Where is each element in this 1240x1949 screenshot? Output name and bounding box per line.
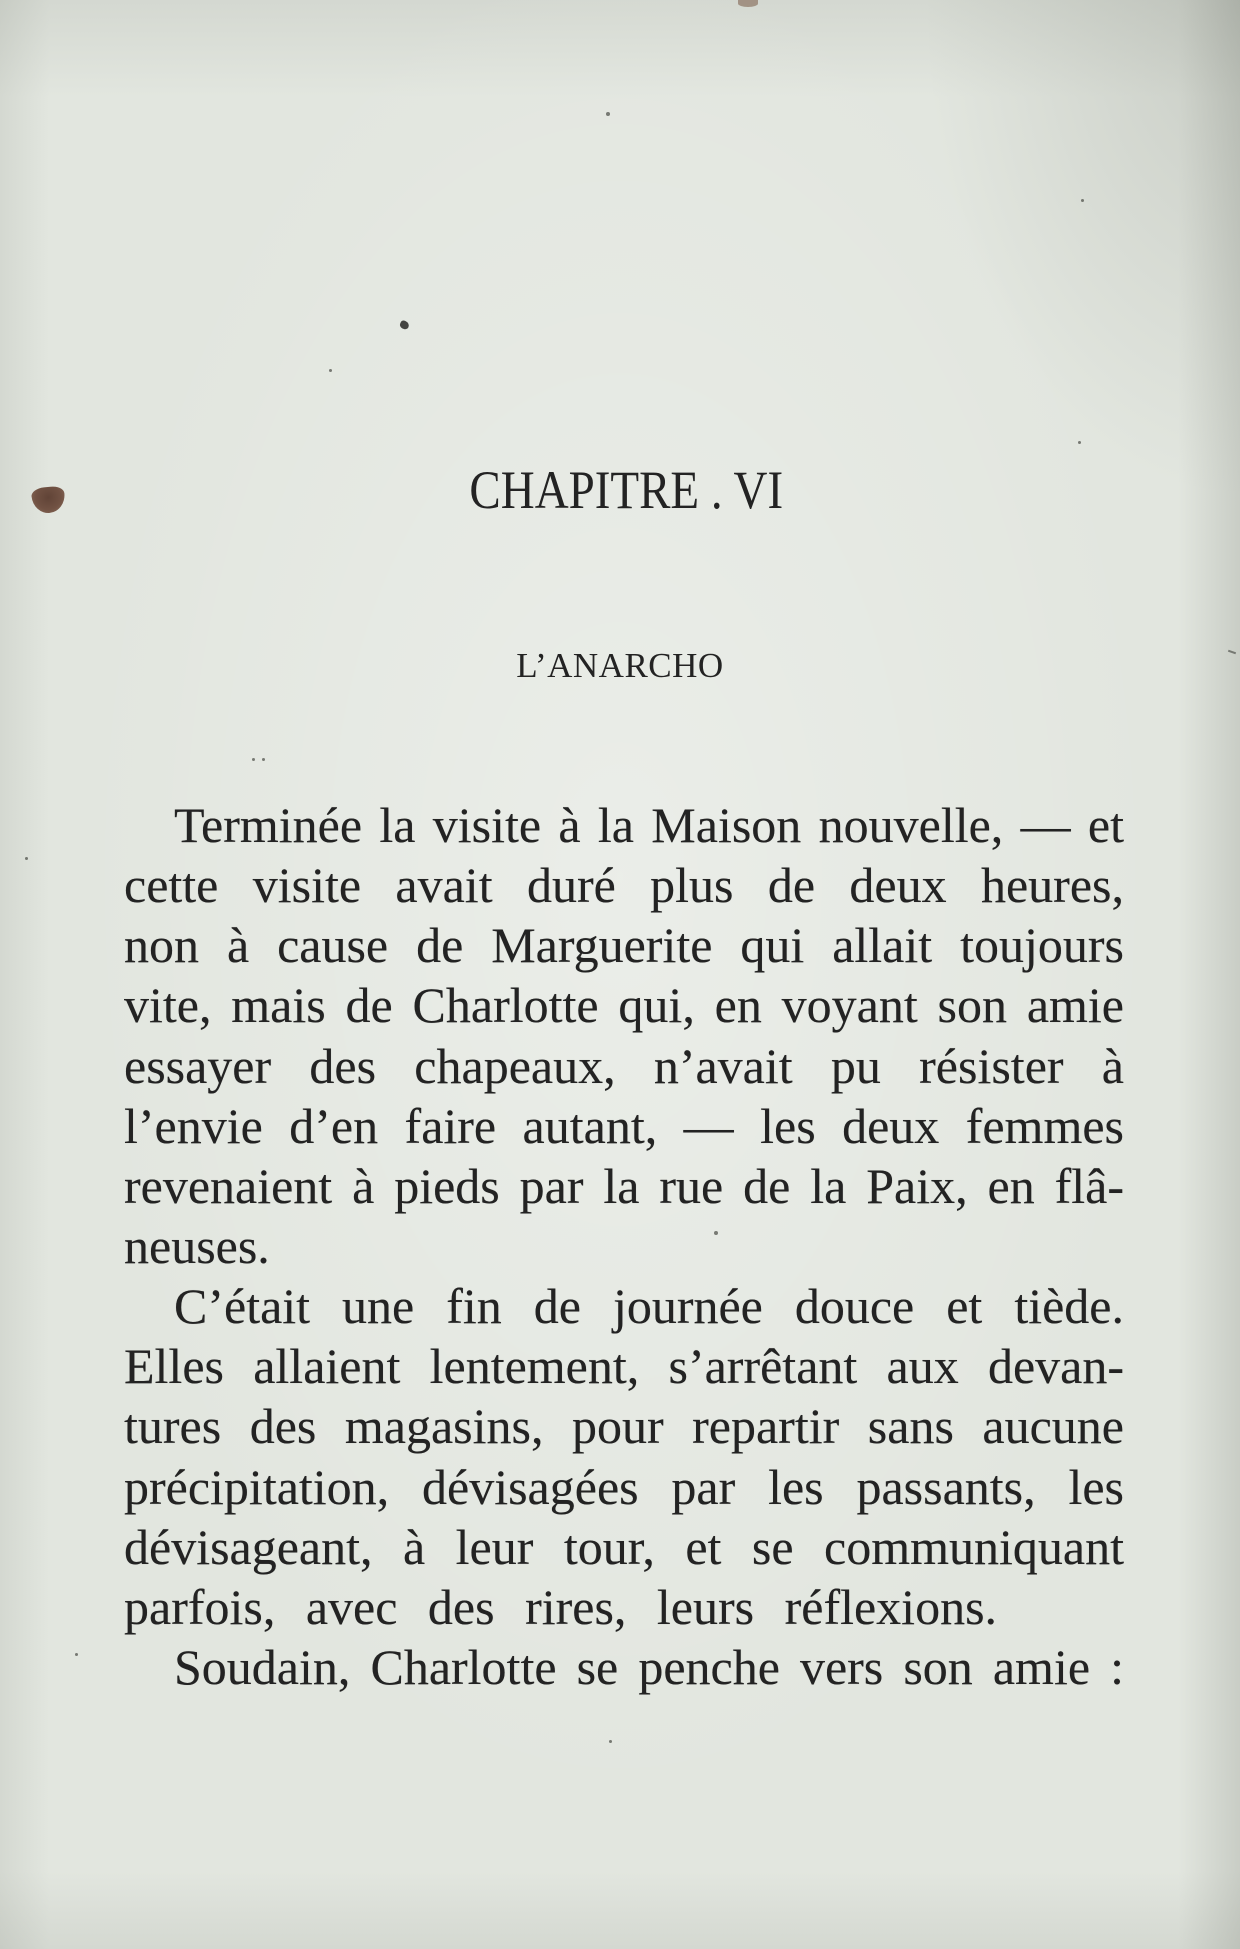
paper-speck xyxy=(606,112,610,116)
paper-speck xyxy=(252,758,255,761)
text-line: l’envie d’en faire autant, — les deux femmes xyxy=(124,1097,1124,1154)
paper-stain-top xyxy=(738,0,758,7)
paper-speck xyxy=(75,1653,78,1656)
text-line: tures des magasins, pour repartir sans aucune xyxy=(124,1398,1124,1455)
paper-speck xyxy=(25,857,28,860)
text-line: dévisageant, à leur tour, et se communiquant xyxy=(124,1518,1124,1575)
text-line: Soudain, Charlotte se penche vers son amie : xyxy=(174,1638,1124,1695)
text-line: Terminée la visite à la Maison nouvelle, — et xyxy=(174,797,1124,853)
chapter-heading-text: CHAPITRE . VI xyxy=(469,460,783,520)
text-line: vite, mais de Charlotte qui, en voyant son amie xyxy=(124,977,1124,1034)
chapter-body xyxy=(124,795,1124,1697)
text-line: Elles allaient lentement, s’arrêtant aux devan- xyxy=(124,1338,1124,1395)
paper-speck xyxy=(1078,441,1081,444)
text-line: C’était une fin de journée douce et tiède. xyxy=(174,1278,1124,1335)
paragraph xyxy=(124,1276,1124,1637)
text-line: précipitation, dévisagées par les passants, les xyxy=(124,1458,1124,1515)
paper-speck xyxy=(609,1740,612,1743)
chapter-title: L’ANARCHO xyxy=(516,646,724,685)
text-line: revenaient à pieds par la rue de la Paix, en flâ- xyxy=(124,1157,1124,1214)
text-line: essayer des chapeaux, n’avait pu résister à xyxy=(124,1037,1124,1094)
paragraph xyxy=(124,795,1124,1276)
text-line: non à cause de Marguerite qui allait toujours xyxy=(124,917,1124,974)
text-line: cette visite avait duré plus de deux heures, xyxy=(124,857,1124,914)
ink-blot xyxy=(399,319,411,330)
paper-speck xyxy=(1081,199,1084,202)
paper-speck xyxy=(329,369,332,372)
chapter-heading xyxy=(0,460,1240,520)
text-line: neuses. xyxy=(124,1217,270,1274)
text-line: parfois, avec des rires, leurs réflexions. xyxy=(124,1578,998,1635)
paragraph xyxy=(124,1637,1124,1697)
paper-speck xyxy=(262,758,265,761)
